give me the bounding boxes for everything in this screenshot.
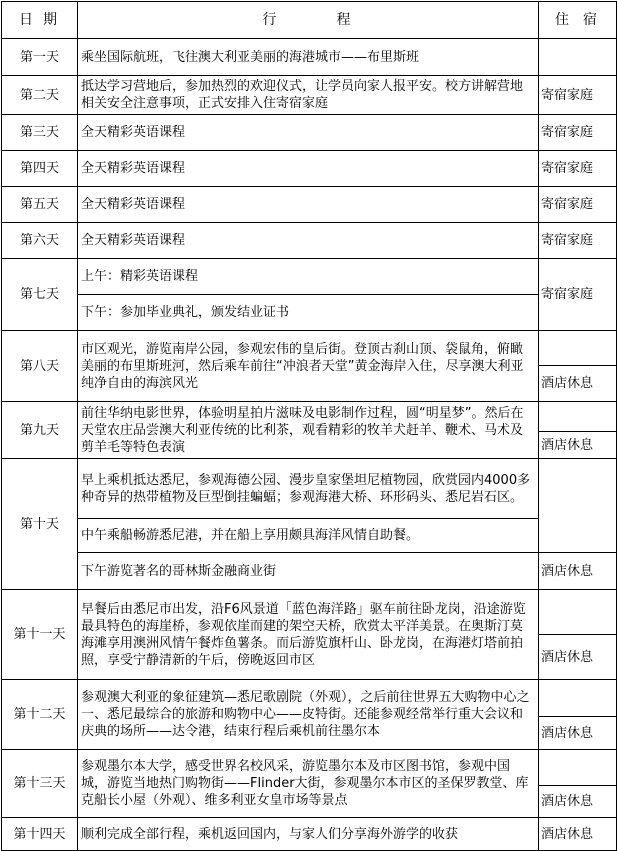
lodging-cell: 酒店休息 [539,717,617,750]
table-row [2,818,617,851]
lodging-cell: 寄宿家庭 [539,223,617,259]
itinerary-cell: 顺利完成全部行程，乘机返回国内，与家人们分享海外游学的收获 [78,818,539,851]
table-row [2,590,617,635]
lodging-empty-cell [539,680,617,717]
header-itinerary: 行程 [78,2,539,39]
itinerary-cell: 下午：参加毕业典礼，颁发结业证书 [78,295,539,331]
day-cell: 第九天 [2,402,78,459]
table-row [2,519,617,553]
day-cell: 第一天 [2,39,78,76]
day-cell: 第十二天 [2,680,78,750]
itinerary-cell: 全天精彩英语课程 [78,187,539,223]
table-row [2,39,617,76]
lodging-cell: 酒店休息 [539,786,617,818]
table-row [2,553,617,590]
lodging-empty-cell [539,590,617,635]
lodging-empty-cell [539,750,617,786]
lodging-cell: 酒店休息 [539,553,617,590]
day-cell: 第六天 [2,223,78,259]
table-row [2,750,617,786]
table-row [2,680,617,717]
itinerary-cell: 全天精彩英语课程 [78,115,539,151]
table-row [2,295,617,331]
itinerary-cell: 乘坐国际航班，飞往澳大利亚美丽的海港城市——布里斯班 [78,39,539,76]
day-cell: 第四天 [2,151,78,187]
itinerary-cell: 早上乘机抵达悉尼，参观海德公园、漫步皇家堡坦尼植物园，欣赏园内4000多种奇异的热带植物及巨型倒挂蝙蝠；参观海港大桥、环形码头、悉尼岩石区。 [78,459,539,519]
itinerary-cell: 市区观光，游览南岸公园，参观宏伟的皇后街。登顶古刹山顶、袋鼠角，俯瞰美丽的布里斯班河，然后乘车前往“冲浪者天堂”黄金海岸入住，尽享澳大利亚纯净自由的海滨风光 [78,331,539,402]
table-row [2,402,617,432]
itinerary-cell: 参观澳大利亚的象征建筑—悉尼歌剧院（外观），之后前往世界五大购物中心之一、悉尼最综合的旅游和购物中心——皮特街。还能参观经常举行重大会议和庆典的场所——达令港，结束行程后乘机前往墨尔本 [78,680,539,750]
table-row [2,259,617,295]
itinerary-cell: 下午游览著名的哥林斯金融商业街 [78,553,539,590]
itinerary-cell: 参观墨尔本大学，感受世界名校风采，游览墨尔本及市区图书馆，参观中国城，游览当地热门购物街——Flinder大街，参观墨尔本市区的圣保罗教堂、库克船长小屋（外观）、维多利亚女皇市场等景点 [78,750,539,818]
table-row [2,459,617,519]
itinerary-cell: 全天精彩英语课程 [78,151,539,187]
day-cell: 第三天 [2,115,78,151]
lodging-cell: 寄宿家庭 [539,115,617,151]
day-cell: 第十三天 [2,750,78,818]
itinerary-cell: 上午：精彩英语课程 [78,259,539,295]
table-row [2,187,617,223]
lodging-empty-cell [539,402,617,432]
itinerary-cell: 中午乘船畅游悉尼港，并在船上享用颇具海洋风情自助餐。 [78,519,539,553]
itinerary-cell: 早餐后由悉尼市出发，沿F6风景道「蓝色海洋路」驱车前往卧龙岗，沿途游览最具特色的海崖桥，参观依崖而建的架空天桥，欣赏太平洋美景。在奥斯汀莫海滩享用澳洲风情午餐炸鱼薯条。而后游览旗杆山、卧龙岗，在海港灯塔前拍照，享受宁静清新的午后，傍晚返回市区 [78,590,539,680]
lodging-cell: 寄宿家庭 [539,151,617,187]
lodging-cell: 寄宿家庭 [539,187,617,223]
lodging-cell: 酒店休息 [539,366,617,402]
day-cell: 第五天 [2,187,78,223]
day-cell: 第八天 [2,331,78,402]
table-row [2,115,617,151]
day-cell: 第十天 [2,459,78,590]
day-cell: 第七天 [2,259,78,331]
itinerary-cell: 全天精彩英语课程 [78,223,539,259]
table-row [2,331,617,366]
itinerary-cell: 前往华纳电影世界，体验明星拍片滋味及电影制作过程，圆“明星梦”。然后在天堂农庄品尝澳大利亚传统的比利茶，观看精彩的牧羊犬赶羊、鞭术、马术及剪羊毛等特色表演 [78,402,539,459]
lodging-cell: 寄宿家庭 [539,76,617,115]
day-cell: 第十四天 [2,818,78,851]
table-row [2,76,617,115]
table-row [2,151,617,187]
lodging-cell: 酒店休息 [539,818,617,851]
header-row [2,2,617,39]
day-cell: 第十一天 [2,590,78,680]
lodging-cell: 寄宿家庭 [539,259,617,331]
day-cell: 第二天 [2,76,78,115]
lodging-empty-cell [539,331,617,366]
header-day: 日期 [2,2,78,39]
lodging-cell [539,39,617,76]
header-lodging: 住宿 [539,2,617,39]
lodging-cell: 酒店休息 [539,635,617,680]
lodging-cell: 酒店休息 [539,432,617,459]
lodging-empty-cell [539,459,617,553]
itinerary-table [1,1,617,851]
itinerary-cell: 抵达学习营地后，参加热烈的欢迎仪式，让学员向家人报平安。校方讲解营地相关安全注意事项，正式安排入住寄宿家庭 [78,76,539,115]
table-row [2,223,617,259]
